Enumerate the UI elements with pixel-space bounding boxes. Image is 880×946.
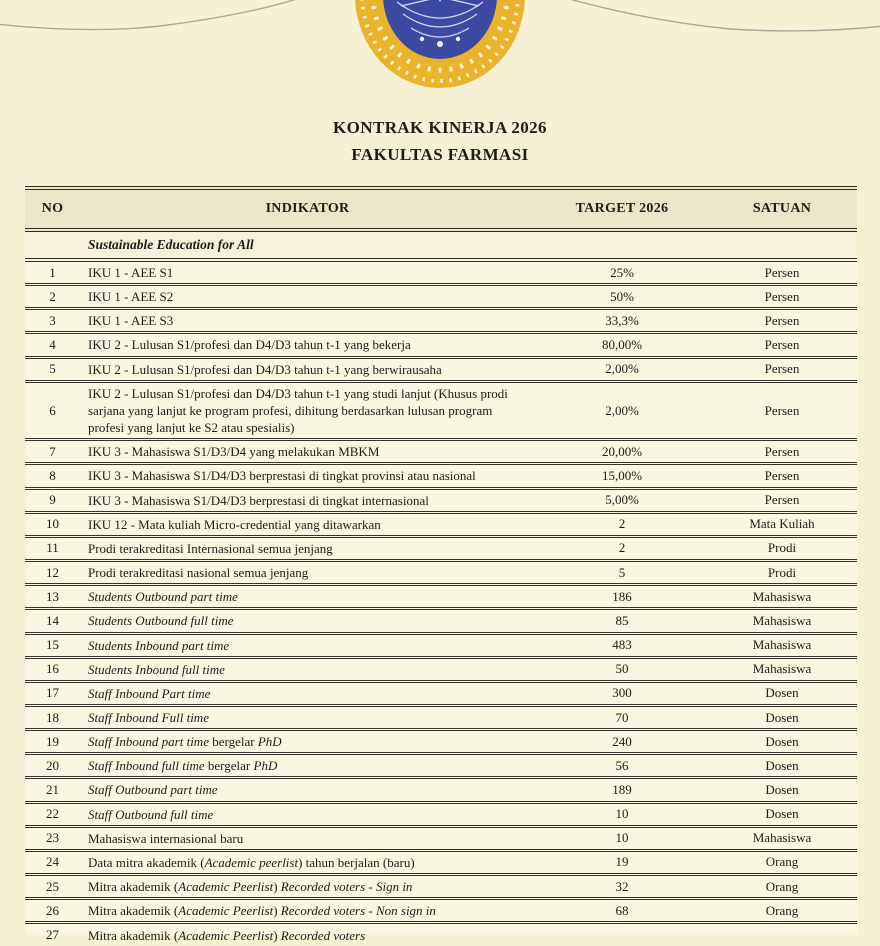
- row-indicator: Staff Inbound Full time: [88, 709, 209, 725]
- column-header-satuan: SATUAN: [752, 201, 812, 216]
- section-header-label: Sustainable Education for All: [88, 237, 254, 252]
- row-satuan: Orang: [765, 878, 799, 894]
- row-number: 23: [46, 830, 59, 846]
- table-row: [25, 514, 857, 538]
- row-number: 21: [46, 782, 59, 798]
- row-number: 18: [46, 709, 59, 725]
- row-satuan: Persen: [764, 492, 800, 508]
- row-number: 9: [49, 492, 56, 508]
- row-indicator: Mitra akademik (Academic Peerlist) Recorded voters - Non sign in: [88, 903, 436, 919]
- row-number: 22: [46, 806, 59, 822]
- table-row: [25, 586, 857, 610]
- row-satuan: Mata Kuliah: [749, 516, 815, 532]
- row-number: 1: [49, 264, 56, 280]
- performance-table: [25, 186, 857, 943]
- row-satuan: Persen: [764, 312, 800, 328]
- row-target: 32: [615, 878, 629, 894]
- row-target: 80,00%: [601, 337, 643, 353]
- row-satuan: Mahasiswa: [752, 612, 812, 628]
- row-satuan: Persen: [764, 443, 800, 459]
- row-number: 25: [46, 878, 59, 894]
- row-indicator: IKU 1 - AEE S3: [88, 313, 174, 329]
- university-emblem-icon: [345, 0, 535, 92]
- row-indicator: Staff Outbound full time: [88, 806, 214, 822]
- table-row: [25, 755, 857, 779]
- row-satuan: Mahasiswa: [752, 588, 812, 604]
- row-target: 68: [615, 902, 629, 918]
- row-target: 56: [615, 757, 629, 773]
- table-row: [25, 828, 857, 852]
- table-rows: [25, 262, 857, 924]
- row-number: 5: [49, 361, 56, 377]
- row-number: 8: [49, 467, 56, 483]
- table-row: [25, 707, 857, 731]
- row-satuan: Mahasiswa: [752, 637, 812, 653]
- row-number: 2: [49, 288, 56, 304]
- row-satuan: Dosen: [765, 733, 799, 749]
- row-satuan: Persen: [764, 288, 800, 304]
- table-row: [25, 310, 857, 334]
- row-indicator: Staff Inbound full time bergelar PhD: [88, 758, 278, 774]
- row-number: 24: [46, 854, 59, 870]
- row-number: 7: [49, 443, 56, 459]
- row-indicator: Staff Inbound part time bergelar PhD: [88, 734, 282, 750]
- row-number: 20: [46, 757, 59, 773]
- row-indicator: Students Outbound full time: [88, 613, 234, 629]
- row-indicator: Staff Inbound Part time: [88, 685, 211, 701]
- row-satuan: Dosen: [765, 757, 799, 773]
- table-row: [25, 900, 857, 924]
- row-target: 33,3%: [605, 312, 639, 328]
- row-satuan: Dosen: [765, 685, 799, 701]
- row-satuan: Dosen: [765, 806, 799, 822]
- table-row: [25, 804, 857, 828]
- row-target: 5,00%: [605, 492, 639, 508]
- row-target: 240: [612, 733, 632, 749]
- row-target: 70: [615, 709, 629, 725]
- table-row: [25, 683, 857, 707]
- row-satuan: Dosen: [765, 709, 799, 725]
- row-number: 15: [46, 637, 59, 653]
- table-row: [25, 383, 857, 441]
- row-target: 20,00%: [601, 443, 643, 459]
- row-number: 10: [46, 516, 59, 532]
- row-number: 4: [49, 337, 56, 353]
- column-header-target: TARGET 2026: [575, 201, 669, 216]
- row-satuan: Orang: [765, 902, 799, 918]
- row-target: 2: [618, 516, 626, 532]
- table-row: [25, 334, 857, 358]
- row-target: 19: [615, 854, 629, 870]
- row-satuan: Orang: [765, 854, 799, 870]
- row-target: 189: [612, 782, 632, 798]
- column-header-no: NO: [41, 201, 64, 216]
- column-header-indikator: INDIKATOR: [265, 200, 350, 216]
- table-row: [25, 441, 857, 465]
- decorative-arc-right: [552, 0, 880, 31]
- row-indicator: Data mitra akademik (Academic peerlist) tahun berjalan (baru): [88, 854, 415, 870]
- table-row: [25, 731, 857, 755]
- row-target: 2: [618, 540, 626, 556]
- table-row: [25, 610, 857, 634]
- row-satuan: Persen: [764, 264, 800, 280]
- row-satuan: Prodi: [767, 564, 797, 580]
- table-row: [25, 635, 857, 659]
- row-satuan: Dosen: [765, 782, 799, 798]
- row-indicator: Mahasiswa internasional baru: [88, 830, 244, 846]
- table-row: [25, 779, 857, 803]
- row-indicator: IKU 12 - Mata kuliah Micro-credential yang ditawarkan: [88, 516, 381, 532]
- row-target: 300: [612, 685, 632, 701]
- row-indicator: IKU 1 - AEE S1: [88, 265, 174, 280]
- row-satuan: Persen: [764, 361, 800, 377]
- row-satuan: Persen: [764, 467, 800, 483]
- row-number: 11: [46, 540, 59, 556]
- cut-off-row-container: [25, 924, 857, 943]
- row-indicator: Students Outbound part time: [88, 589, 238, 605]
- table-row: [25, 852, 857, 876]
- table-row: [25, 876, 857, 900]
- row-indicator: IKU 3 - Mahasiswa S1/D3/D4 yang melakukan MBKM: [88, 444, 380, 460]
- row-number: 13: [46, 588, 59, 604]
- row-number: 14: [46, 612, 59, 628]
- row-indicator: Students Inbound full time: [88, 661, 225, 677]
- table-row: [25, 538, 857, 562]
- row-satuan: Persen: [764, 402, 800, 418]
- row-indicator: Students Inbound part time: [88, 637, 230, 653]
- row-indicator: IKU 1 - AEE S2: [88, 289, 174, 305]
- row-target: 5: [618, 564, 626, 580]
- row-number: 26: [46, 902, 59, 918]
- table-row: [25, 490, 857, 514]
- row-indicator: Mitra akademik (Academic Peerlist) Recorded voters: [88, 927, 366, 943]
- decorative-arc-left: [0, 0, 312, 30]
- row-target: 25%: [610, 264, 634, 280]
- document-title-line2: FAKULTAS FARMASI: [351, 145, 529, 165]
- table-row: [25, 286, 857, 310]
- row-target: 10: [615, 806, 629, 822]
- table-header-row: [25, 186, 857, 232]
- row-number: 3: [49, 312, 56, 328]
- row-target: 483: [612, 637, 632, 653]
- row-indicator: IKU 3 - Mahasiswa S1/D4/D3 berprestasi di tingkat internasional: [88, 492, 429, 508]
- row-indicator: Mitra akademik (Academic Peerlist) Recorded voters - Sign in: [88, 879, 413, 895]
- row-target: 10: [615, 830, 629, 846]
- row-number: 16: [46, 661, 59, 677]
- row-number: 27: [46, 927, 59, 943]
- row-satuan: Persen: [764, 337, 800, 353]
- row-indicator: IKU 2 - Lulusan S1/profesi dan D4/D3 tahun t-1 yang bekerja: [88, 337, 411, 353]
- document-title-block: [0, 114, 880, 168]
- row-indicator: IKU 3 - Mahasiswa S1/D4/D3 berprestasi di tingkat provinsi atau nasional: [88, 468, 476, 484]
- table-row: [25, 262, 857, 286]
- row-number: 6: [49, 402, 56, 418]
- row-indicator: Staff Outbound part time: [88, 782, 218, 798]
- row-indicator: Prodi terakreditasi nasional semua jenjang: [88, 565, 309, 581]
- row-satuan: Mahasiswa: [752, 661, 812, 677]
- row-target: 85: [615, 612, 629, 628]
- row-number: 19: [46, 733, 59, 749]
- row-target: 15,00%: [601, 467, 643, 483]
- row-number: 12: [46, 564, 59, 580]
- row-target: 2,00%: [605, 361, 639, 377]
- row-target: 50: [615, 661, 629, 677]
- table-row: [25, 465, 857, 489]
- row-satuan: Mahasiswa: [752, 830, 812, 846]
- section-header-row: [25, 232, 857, 262]
- row-indicator: IKU 2 - Lulusan S1/profesi dan D4/D3 tahun t-1 yang studi lanjut (Khusus prodi sarjana yang lanjut ke program profesi, dihitung berdasarkan lulusan program profesi yang lanjut ke S2 atau spesialis): [88, 385, 508, 436]
- table-row: [25, 562, 857, 586]
- table-row: [25, 659, 857, 683]
- row-target: 2,00%: [605, 402, 639, 418]
- row-indicator: Prodi terakreditasi Internasional semua jenjang: [88, 540, 333, 556]
- row-number: 17: [46, 685, 59, 701]
- table-row: [25, 924, 857, 946]
- row-satuan: Prodi: [767, 540, 797, 556]
- document-title-line1: KONTRAK KINERJA 2026: [333, 118, 547, 137]
- row-target: 186: [612, 588, 632, 604]
- row-indicator: IKU 2 - Lulusan S1/profesi dan D4/D3 tahun t-1 yang berwirausaha: [88, 361, 442, 377]
- table-row: [25, 359, 857, 383]
- row-target: 50%: [610, 288, 634, 304]
